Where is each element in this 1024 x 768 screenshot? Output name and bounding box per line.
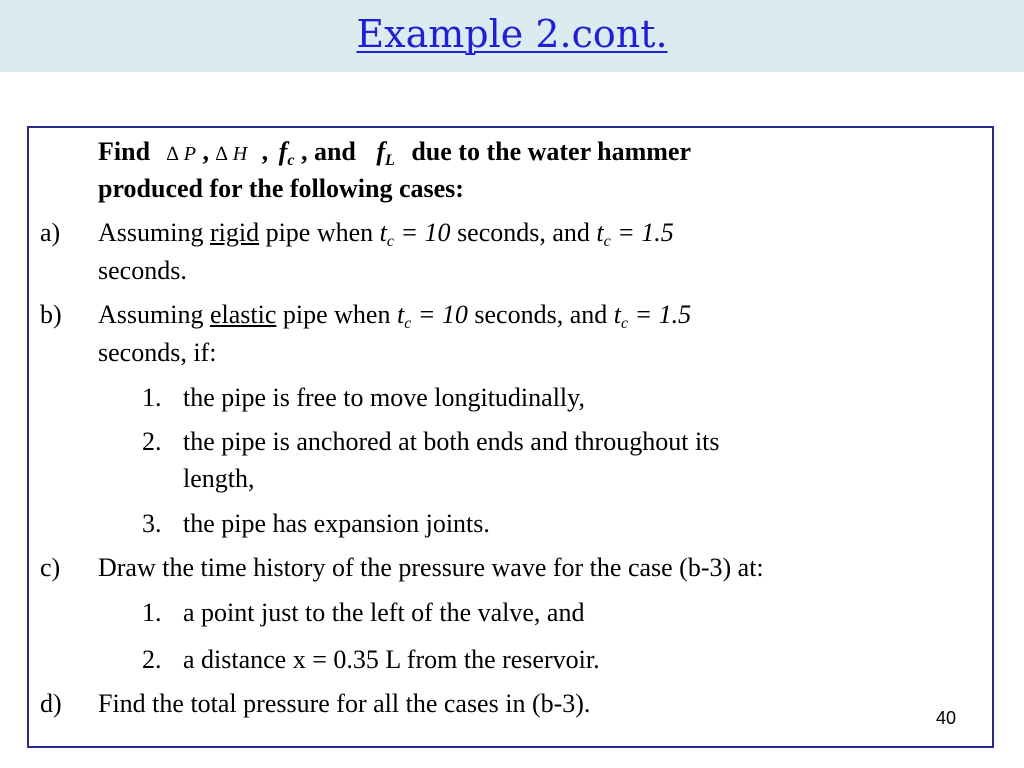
item-a-tc-2-t: t [596,218,604,247]
fl-subscript: L [385,152,395,169]
item-c1-number: 1. [142,598,162,627]
item-b-t1: Assuming [98,300,210,329]
item-b-line-2: seconds, if: [98,338,217,367]
item-b-tc-2-t: t [613,300,621,329]
item-a-t2: pipe when [259,218,380,247]
item-b-tc-2-sub: c [620,315,629,332]
fc-f: f [278,137,288,166]
item-b-keyword: elastic [209,300,277,329]
item-b-label: b) [40,300,62,329]
delta-h-symbol: ∆ H [215,143,248,165]
item-b3-text: the pipe has expansion joints. [183,509,490,538]
item-a-tc-2-sub: c [603,233,611,250]
item-c1-text: a point just to the left of the valve, and [183,598,585,627]
item-b-tc-1-sub: c [404,315,412,332]
item-b3-number: 3. [142,509,162,538]
item-a-value-1: = 10 [394,218,451,247]
intro-comma-2: , [261,137,269,166]
item-b2-text: the pipe is anchored at both ends and throughout its [183,427,720,456]
intro-rest: due to the water hammer [411,137,692,166]
item-b1-number: 1. [142,383,162,412]
intro-and: , and [300,137,356,166]
item-a-value-2: = 1.5 [610,218,674,247]
intro-find: Find [98,137,151,166]
item-b1-text: the pipe is free to move longitudinally, [183,383,585,412]
item-a-tc-1-t: t [379,218,387,247]
item-a-tc-1-sub: c [386,233,395,250]
slide-title: Example 2.cont. [356,12,668,56]
item-b-t2: pipe when [276,300,397,329]
intro-comma-1: , [202,137,209,166]
content-box [27,126,994,748]
item-d-label: d) [40,689,62,718]
intro-line-2: produced for the following cases: [98,174,464,203]
page-number: 40 [936,708,957,728]
item-b-t3: seconds, and [467,300,614,329]
item-a-label: a) [40,218,61,247]
fl-f: f [376,137,386,166]
item-b2-text-cont: length, [183,464,255,493]
item-a-t3: seconds, and [450,218,597,247]
item-b-value-1: = 10 [411,300,468,329]
item-c2-text: a distance x = 0.35 L from the reservoir. [183,645,600,674]
item-b-tc-1-t: t [396,300,405,329]
item-c2-number: 2. [142,645,162,674]
item-b-value-2: = 1.5 [628,300,692,329]
item-a-t1: Assuming [98,218,210,247]
fc-subscript: c [287,152,295,169]
item-b2-number: 2. [142,427,162,456]
item-a-line-2: seconds. [98,256,187,285]
item-d-text: Find the total pressure for all the cases in (b-3). [98,689,591,718]
delta-p-symbol: ∆ P [166,143,196,165]
item-c-text: Draw the time history of the pressure wave for the case (b-3) at: [98,553,764,582]
item-a-keyword: rigid [209,218,260,247]
item-c-label: c) [40,553,61,582]
title-bar [0,0,1024,72]
